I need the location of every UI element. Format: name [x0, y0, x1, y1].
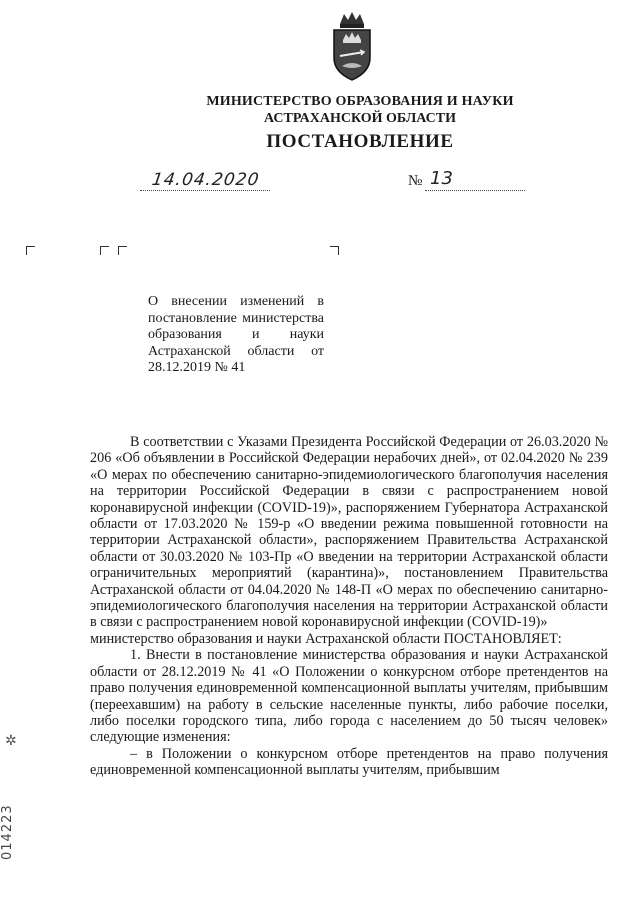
- ministry-name-line2: АСТРАХАНСКОЙ ОБЛАСТИ: [263, 111, 456, 126]
- subitem-paragraph: – в Положении о конкурсном отборе претендентов на право получения единовременной компенсационной выплаты учителям, прибывшим: [90, 745, 608, 779]
- document-subject: О внесении изменений в постановление министерства образования и науки Астраханской области от 28.12.2019 № 41: [148, 294, 324, 376]
- document-type-title: ПОСТАНОВЛЕНИЕ: [266, 131, 454, 152]
- document-date: 14.04.2020: [150, 170, 261, 190]
- document-body: [90, 434, 608, 779]
- corner-mark: [330, 246, 339, 255]
- margin-serial-number: 014223: [0, 804, 15, 860]
- corner-mark: [118, 246, 127, 255]
- stamp-gear-icon: ✲: [5, 734, 17, 749]
- resolution-line: министерство образования и науки Астраханской области ПОСТАНОВЛЯЕТ:: [90, 630, 562, 647]
- corner-mark: [100, 246, 109, 255]
- number-sign: №: [408, 173, 423, 189]
- corner-mark: [26, 246, 35, 255]
- document-number: 13: [430, 168, 453, 189]
- coat-of-arms-emblem: [326, 10, 378, 84]
- date-underline: [140, 190, 270, 191]
- number-underline: [425, 190, 525, 191]
- preamble-paragraph: В соответствии с Указами Президента Российской Федерации от 26.03.2020 № 206 «Об объявлении в Российской Федерации нерабочих дней», от 02.04.2020 № 239 «О мерах по обеспечению санитарно-эпидемиологического благополучия населения на территории Российской Федерации в связи с распространением новой коронавирусной инфекции (COVID-19)», распоряжением Губернатора Астраханской области от 17.03.2020 № 159-р «О введении режима повышенной готовности на территории Астраханской области», распоряжением Правительства Астраханской области от 30.03.2020 № 103-Пр «О введении на территории Астраханской области ограничительных мероприятий (карантина)», постановлением Правительства Астраханской области от 04.04.2020 № 148-П «О мерах по обеспечению санитарно-эпидемиологического благополучия населения на территории Астраханской области в связи с распространением новой коронавирусной инфекции (COVID-19)»: [90, 434, 608, 631]
- ministry-name-line1: МИНИСТЕРСТВО ОБРАЗОВАНИЯ И НАУКИ: [206, 94, 514, 109]
- item-1-paragraph: 1. Внести в постановление министерства образования и науки Астраханской области от 28.12.2019 № 41 «О Положении о конкурсном отборе претендентов на право получения единовременной компенсационной выплаты учителям, прибывшим (переехавшим) на работу в сельские населенные пункты, либо рабочие поселки, либо поселки городского типа, либо города с населением до 50 тысяч человек» следующие изменения:: [90, 647, 608, 746]
